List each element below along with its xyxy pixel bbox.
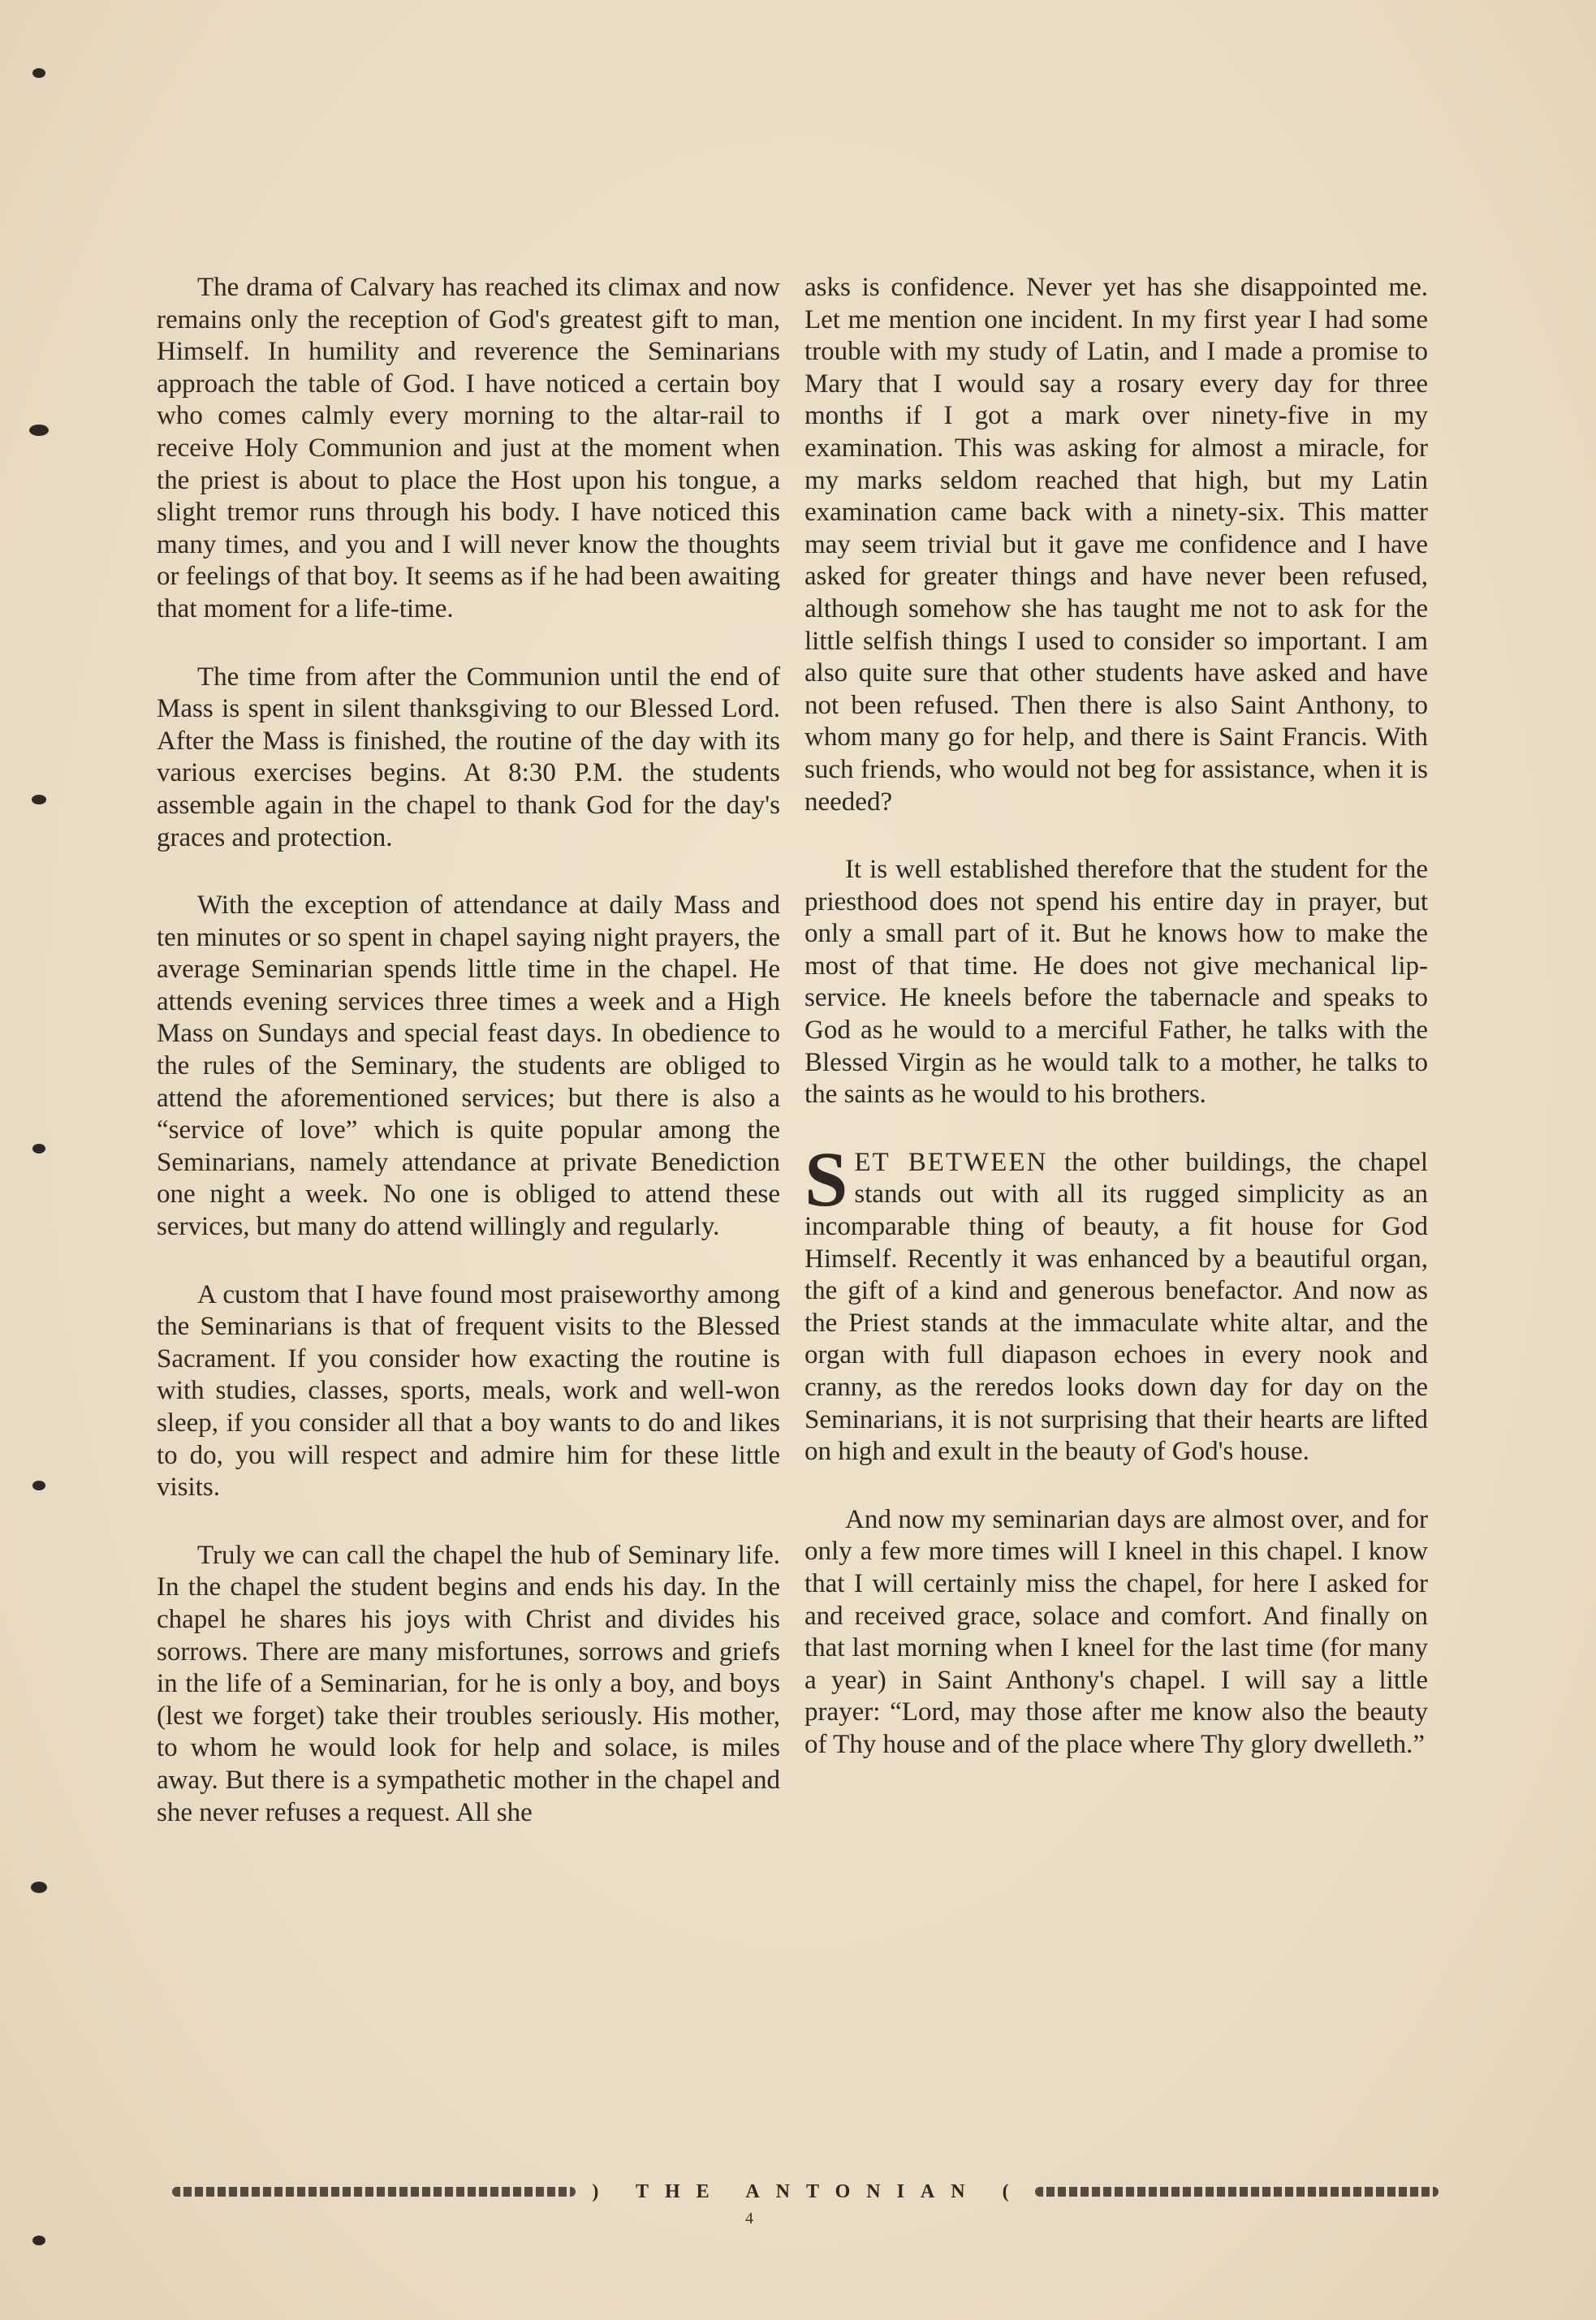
paragraph: Truly we can call the chapel the hub of Seminary life. In the chapel the student begins and ends his day. In the chapel he shares his joys with Christ and divides his sorrows. There are many misfortunes, sorrows and griefs in the life of a Seminarian, for he is only a boy, and boys (lest we forget) take their troubles seriously. His mother, to whom he would look for help and solace, is miles away. But there is a sympathetic mother in the chapel and she never refuses a request. All she bbox=[157, 1540, 780, 1827]
paragraph: The time from after the Communion until the end of Mass is spent in silent thanksgiving to our Blessed Lord. After the Mass is finished, the routine of the day with its various exercises begins. At 8:30 P.M. the students assemble again in the chapel to thank God for the day's graces and protection. bbox=[157, 662, 780, 852]
left-column bbox=[157, 272, 780, 1829]
binding-hole-mark bbox=[24, 422, 57, 438]
binding-hole-mark bbox=[24, 1141, 57, 1157]
binding-hole-mark bbox=[24, 791, 57, 808]
right-column bbox=[804, 272, 1428, 1762]
paragraph: And now my seminarian days are almost over, and for only a few more times will I kneel in this chapel. I know that I will certainly miss the chapel, for here I asked for and received grace, solace and comfort. And finally on that last morning when I kneel for the last time (for many a year) in Saint Anthony's chapel. I will say a little prayer: “Lord, may those after me know also the beauty of Thy house and of the place where Thy glory dwelleth.” bbox=[804, 1504, 1428, 1759]
binding-hole-mark bbox=[24, 65, 57, 81]
drop-cap: S bbox=[804, 1135, 848, 1223]
paragraph: With the exception of attendance at daily Mass and ten minutes or so spent in chapel saying night prayers, the average Seminarian spends little time in the chapel. He attends evening services three times a week and a High Mass on Sundays and special feast days. In obedience to the rules of the Seminary, the students are obliged to attend the aforementioned services; but there is also a “service of love” which is quite popular among the Seminarians, namely attendance at private Benediction one night a week. No one is obliged to attend these services, but many do attend willingly and regularly. bbox=[157, 890, 780, 1242]
binding-hole-mark bbox=[24, 1879, 57, 1895]
section-opening-paragraph bbox=[804, 1135, 1428, 1468]
binding-hole-mark bbox=[24, 1477, 57, 1494]
section-lead-words: ET BETWEEN bbox=[854, 1147, 1048, 1177]
paragraph: A custom that I have found most praiseworthy among the Seminarians is that of frequent visits to the Blessed Sacrament. If you consider how exacting the routine is with studies, classes, sports, meals, work and well-won sleep, if you consider all that a boy wants to do and likes to do, you will respect and admire him for these little visits. bbox=[157, 1279, 780, 1503]
footer-title: ) THE ANTONIAN ( bbox=[592, 2180, 1025, 2202]
section-text: the other buildings, the chapel stands out with all its rugged simplicity as an incomparable thing of beauty, a fit house for God Himself. Recently it was enhanced by a beautiful organ, the gift of a kind and generous benefactor. And now as the Priest stands at the immaculate white altar, and the organ with full diapason echoes in every nook and cranny, as the reredos looks down day for day on the Seminarians, it is not surprising that their hearts are lifted on high and exult in the beauty of God's house. bbox=[804, 1147, 1428, 1467]
footer-rule-right bbox=[1035, 2187, 1439, 2197]
paragraph: The drama of Calvary has reached its climax and now remains only the reception of God's greatest gift to man, Himself. In humility and reverence the Seminarians approach the table of God. I have noticed a certain boy who comes calmly every morning to the altar-rail to receive Holy Communion and just at the moment when the priest is about to place the Host upon his tongue, a slight tremor runs through his body. I have noticed this many times, and you and I will never know the thoughts or feelings of that boy. It seems as if he had been awaiting that moment for a life-time. bbox=[157, 273, 780, 623]
page-mark: 4 bbox=[745, 2210, 753, 2227]
running-footer bbox=[172, 2176, 1439, 2208]
footer-rule-left bbox=[172, 2187, 576, 2197]
paragraph: It is well established therefore that the student for the priesthood does not spend his entire day in prayer, but only a small part of it. But he knows how to make the most of that time. He does not give mechanical lip-service. He kneels before the tabernacle and speaks to God as he would to a merciful Father, he talks with the Blessed Virgin as he would talk to a mother, he talks to the saints as he would to his brothers. bbox=[804, 855, 1428, 1110]
paragraph-continuation: asks is confidence. Never yet has she disappointed me. Let me mention one incident. In my first year I had some trouble with my study of Latin, and I made a promise to Mary that I would say a rosary every day for three months if I got a mark over ninety-five in my examination. This was asking for almost a miracle, for my marks seldom reached that high, but my Latin examination came back with a ninety-six. This matter may seem trivial but it gave me confidence and I have asked for greater things and have never been refused, although somehow she has taught me not to ask for the little selfish things I used to consider so important. I am also quite sure that other students have asked and have not been refused. Then there is also Saint Anthony, to whom many go for help, and there is Saint Francis. With such friends, who would not beg for assistance, when it is needed? bbox=[804, 273, 1428, 817]
binding-hole-mark bbox=[24, 2232, 57, 2249]
